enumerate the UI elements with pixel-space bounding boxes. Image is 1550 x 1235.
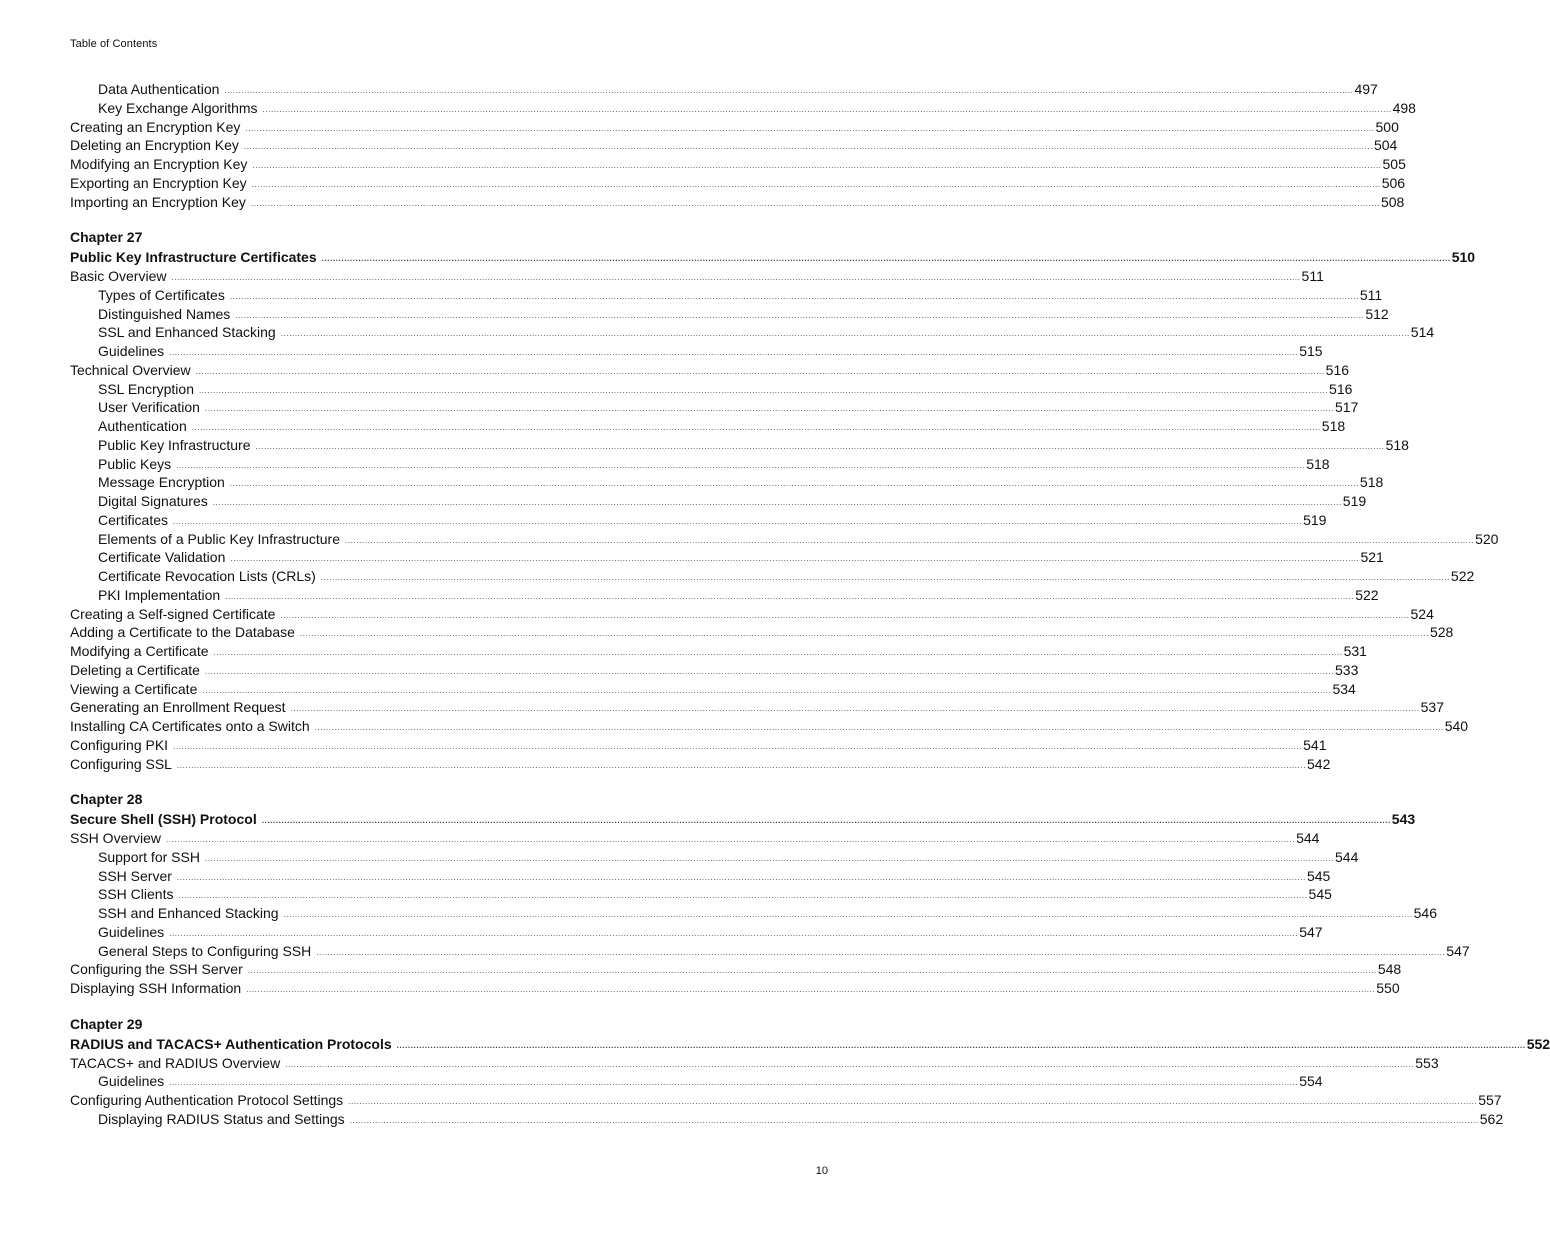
toc-page-number: 554 [1299,1073,1323,1090]
toc-entry-link[interactable] [70,623,1454,642]
toc-page-number: 508 [1380,193,1405,210]
toc-chapter-title-link[interactable] [70,248,1476,267]
toc-chapter-title-link[interactable] [70,810,1416,829]
dot-leader: ................................................................................................................................................................................................................................................................................................................................................................................................................ [229,291,1359,301]
toc-entry-link[interactable] [70,923,1323,942]
dot-leader: ................................................................................................................................................................................................................................................................................................................................................................................................................ [349,1115,1479,1125]
toc-entry-title: Authentication [98,418,187,434]
toc-entry-link[interactable] [70,661,1359,680]
toc-page-number: 528 [1429,624,1454,641]
toc-entry-link[interactable] [70,473,1384,492]
toc-entry-link[interactable] [70,511,1327,530]
toc-page-number: 553 [1415,1054,1439,1071]
dot-leader: ................................................................................................................................................................................................................................................................................................................................................................................................................ [321,254,1451,264]
dot-leader: ................................................................................................................................................................................................................................................................................................................................................................................................................ [166,835,1296,844]
toc-entry-title: Viewing a Certificate [70,680,198,697]
toc-entry-title: Configuring PKI [70,736,169,753]
toc-entry-title: Configuring SSL [70,755,172,772]
chapter-spacer [70,773,828,788]
chapter-label: Chapter 27 [70,229,143,246]
toc-entry-link[interactable] [70,342,1323,361]
dot-leader: ................................................................................................................................................................................................................................................................................................................................................................................................................ [283,910,1413,919]
toc-entry-link[interactable] [70,717,1469,736]
dot-leader: ................................................................................................................................................................................................................................................................................................................................................................................................................ [202,685,1332,695]
toc-entry-link[interactable] [70,99,1416,118]
toc-entry-link[interactable] [70,1054,1439,1073]
page-number: 10 [815,1165,828,1177]
toc-entry-title: Data Authentication [98,81,220,97]
toc-page-number: 562 [1479,1110,1504,1127]
dot-leader: ................................................................................................................................................................................................................................................................................................................................................................................................................ [316,947,1446,957]
toc-page-number: 540 [1444,718,1469,734]
toc-page-number: 520 [1475,530,1499,547]
toc-page-number: 550 [1376,980,1400,996]
toc-entry-title: Displaying SSH Information [70,980,242,996]
toc-page-number: 546 [1413,905,1437,921]
dot-leader: ................................................................................................................................................................................................................................................................................................................................................................................................................ [230,554,1360,564]
dot-leader: ................................................................................................................................................................................................................................................................................................................................................................................................................ [169,928,1299,938]
toc-page-number: 497 [1354,81,1378,97]
dot-leader: ................................................................................................................................................................................................................................................................................................................................................................................................................ [285,1059,1415,1069]
dot-leader: ................................................................................................................................................................................................................................................................................................................................................................................................................ [261,816,1391,826]
toc-entry-link[interactable] [70,904,1437,923]
toc-page-number: 545 [1306,867,1331,884]
dot-leader: ................................................................................................................................................................................................................................................................................................................................................................................................................ [204,853,1334,863]
toc-entry-title: Certificates [98,511,169,528]
toc-entry-title: Exporting an Encryption Key [70,174,247,191]
dot-leader: ................................................................................................................................................................................................................................................................................................................................................................................................................ [224,86,1354,95]
toc-page-number: 514 [1410,324,1435,341]
chapter-spacer [70,998,828,1013]
toc-page-number: 518 [1306,455,1330,472]
dot-leader: ................................................................................................................................................................................................................................................................................................................................................................................................................ [173,741,1303,751]
chapter-label: Chapter 29 [70,1015,143,1032]
toc-entry-link[interactable] [70,867,1331,886]
dot-leader: ................................................................................................................................................................................................................................................................................................................................................................................................................ [299,629,1429,639]
dot-leader: ................................................................................................................................................................................................................................................................................................................................................................................................................ [246,985,1376,994]
toc-entry-title: Technical Overview [70,361,191,378]
dot-leader: ................................................................................................................................................................................................................................................................................................................................................................................................................ [396,1040,1526,1050]
toc-page-number: 531 [1343,643,1367,659]
dot-leader: ................................................................................................................................................................................................................................................................................................................................................................................................................ [290,704,1420,714]
toc-page-number: 498 [1392,99,1416,116]
toc-entry-title: General Steps to Configuring SSH [98,942,312,959]
toc-entry-title: Digital Signatures [98,493,208,509]
toc-entry-title: Modifying an Encryption Key [70,156,248,172]
toc-entry-link[interactable] [70,736,1327,755]
toc-entry-link[interactable] [70,885,1332,904]
toc-entry-link[interactable] [70,680,1356,699]
toc-page-number: 506 [1381,174,1406,191]
toc-page-number: 510 [1451,249,1476,266]
toc-chapter-title-link[interactable] [70,1035,1550,1054]
toc-page-number: 504 [1373,137,1398,154]
toc-entry-title: Public Key Infrastructure [98,436,251,453]
toc-entry-title: Basic Overview [70,268,167,284]
toc-entry-title: Displaying RADIUS Status and Settings [98,1110,345,1127]
toc-page-number: 515 [1299,343,1323,359]
dot-leader: ................................................................................................................................................................................................................................................................................................................................................................................................................ [169,1078,1299,1088]
toc-entry-title: Distinguished Names [98,305,231,322]
toc-page-number: 544 [1335,848,1359,865]
toc-page-number: 516 [1329,380,1353,397]
toc-entry-link[interactable] [70,530,1499,549]
toc-entry-link[interactable] [70,305,1389,324]
toc-entry-link[interactable] [70,960,1402,979]
toc-entry-link[interactable] [70,455,1330,474]
toc-entry-link[interactable] [70,979,1400,998]
table-of-contents [70,80,1550,1129]
toc-entry-link[interactable] [70,174,1406,193]
toc-page-number: 534 [1332,680,1356,697]
toc-entry-link[interactable] [70,1110,1504,1129]
toc-page-number: 519 [1303,511,1327,528]
toc-page-number: 516 [1325,361,1350,378]
toc-entry-link[interactable] [70,1091,1502,1110]
toc-entry-title: SSH Overview [70,830,162,846]
toc-page-number: 517 [1335,399,1359,416]
toc-entry-link[interactable] [70,829,1320,848]
toc-page-number: 505 [1382,156,1406,172]
dot-leader: ................................................................................................................................................................................................................................................................................................................................................................................................................ [176,460,1306,470]
toc-page-number: 533 [1335,661,1359,678]
chapter-spacer [70,211,828,226]
dot-leader: ................................................................................................................................................................................................................................................................................................................................................................................................................ [252,161,1382,170]
toc-page-number: 512 [1365,305,1389,322]
toc-entry-link[interactable] [70,398,1359,417]
dot-leader: ................................................................................................................................................................................................................................................................................................................................................................................................................ [173,516,1303,526]
dot-leader: ................................................................................................................................................................................................................................................................................................................................................................................................................ [195,366,1325,376]
toc-entry-title: Certificate Revocation Lists (CRLs) [98,568,316,584]
dot-leader: ................................................................................................................................................................................................................................................................................................................................................................................................................ [250,198,1380,208]
toc-entry-title: PKI Implementation [98,586,221,603]
toc-entry-title: Support for SSH [98,848,200,865]
toc-entry-title: Certificate Validation [98,549,226,566]
toc-entry-title: SSL and Enhanced Stacking [98,324,276,341]
toc-page-number: 511 [1359,286,1383,303]
toc-entry-link[interactable] [70,436,1409,455]
dot-leader: ................................................................................................................................................................................................................................................................................................................................................................................................................ [247,966,1377,976]
toc-entry-title: Public Keys [98,455,172,472]
toc-entry-title: Message Encryption [98,474,225,491]
toc-page-number: 543 [1391,811,1416,828]
running-header: Table of Contents [70,38,158,50]
toc-entry-title: Guidelines [98,923,165,940]
toc-page-number: 548 [1377,961,1402,978]
toc-entry-link[interactable] [70,80,1378,99]
toc-page-number: 524 [1410,605,1434,622]
toc-page-number: 545 [1308,886,1332,903]
dot-leader: ................................................................................................................................................................................................................................................................................................................................................................................................................ [320,573,1450,582]
dot-leader: ................................................................................................................................................................................................................................................................................................................................................................................................................ [345,535,1475,545]
toc-entry-title: Deleting an Encryption Key [70,137,239,154]
toc-entry-link[interactable] [70,267,1324,286]
toc-entry-title: Guidelines [98,1073,165,1090]
toc-page-number: 522 [1355,586,1379,603]
toc-page-number: 544 [1296,830,1320,846]
toc-entry-title: Creating an Encryption Key [70,118,241,135]
dot-leader: ................................................................................................................................................................................................................................................................................................................................................................................................................ [255,441,1385,451]
toc-page-number: 547 [1299,923,1323,940]
toc-entry-title: TACACS+ and RADIUS Overview [70,1054,281,1071]
toc-page-number: 541 [1303,736,1327,753]
dot-leader: ................................................................................................................................................................................................................................................................................................................................................................................................................ [191,423,1321,432]
toc-entry-link[interactable] [70,361,1350,380]
toc-entry-link[interactable] [70,193,1405,212]
toc-entry-link[interactable] [70,492,1367,511]
dot-leader: ................................................................................................................................................................................................................................................................................................................................................................................................................ [235,310,1365,320]
toc-entry-title: SSH Clients [98,886,174,903]
toc-entry-title: Deleting a Certificate [70,661,200,678]
toc-page-number: 542 [1307,755,1331,772]
dot-leader: ................................................................................................................................................................................................................................................................................................................................................................................................................ [198,385,1329,395]
toc-entry-link[interactable] [70,848,1359,867]
toc-page-number: 547 [1446,942,1470,959]
toc-entry-link[interactable] [70,323,1435,342]
toc-page-number: 552 [1526,1035,1550,1052]
toc-entry-link[interactable] [70,755,1331,774]
toc-entry-title: Key Exchange Algorithms [98,99,258,116]
toc-entry-title: Public Key Infrastructure Certificates [70,249,317,266]
toc-page-number: 511 [1301,268,1324,284]
toc-entry-link[interactable] [70,380,1353,399]
toc-entry-title: Types of Certificates [98,286,225,303]
toc-entry-link[interactable] [70,548,1384,567]
dot-leader: ................................................................................................................................................................................................................................................................................................................................................................................................................ [176,872,1306,882]
toc-entry-title: Creating a Self-signed Certificate [70,605,276,622]
toc-entry-title: Configuring the SSH Server [70,961,243,978]
toc-page-number: 522 [1450,568,1475,584]
dot-leader: ................................................................................................................................................................................................................................................................................................................................................................................................................ [229,479,1359,489]
toc-entry-title: Secure Shell (SSH) Protocol [70,811,257,828]
toc-page-number: 521 [1360,549,1384,566]
toc-entry-title: SSL Encryption [98,380,194,397]
toc-page-number: 518 [1359,474,1384,491]
dot-leader: ................................................................................................................................................................................................................................................................................................................................................................................................................ [178,891,1308,901]
toc-entry-link[interactable] [70,136,1398,155]
toc-page-number: 518 [1321,418,1346,434]
dot-leader: ................................................................................................................................................................................................................................................................................................................................................................................................................ [212,498,1342,507]
toc-entry-link[interactable] [70,286,1383,305]
toc-entry-title: SSH and Enhanced Stacking [98,905,279,921]
toc-entry-title: RADIUS and TACACS+ Authentication Protocols [70,1035,392,1052]
toc-page-number: 557 [1478,1092,1502,1108]
toc-entry-title: Installing CA Certificates onto a Switch [70,718,310,734]
toc-entry-link[interactable] [70,942,1470,961]
dot-leader: ................................................................................................................................................................................................................................................................................................................................................................................................................ [314,723,1444,732]
toc-entry-link[interactable] [70,417,1346,436]
toc-entry-link[interactable] [70,605,1434,624]
dot-leader: ................................................................................................................................................................................................................................................................................................................................................................................................................ [243,142,1373,152]
dot-leader: ................................................................................................................................................................................................................................................................................................................................................................................................................ [251,179,1381,189]
dot-leader: ................................................................................................................................................................................................................................................................................................................................................................................................................ [213,648,1343,657]
toc-entry-title: User Verification [98,399,200,416]
toc-entry-title: Importing an Encryption Key [70,193,246,210]
toc-entry-title: SSH Server [98,867,172,884]
dot-leader: ................................................................................................................................................................................................................................................................................................................................................................................................................ [280,610,1410,620]
toc-entry-title: Adding a Certificate to the Database [70,624,295,641]
chapter-label: Chapter 28 [70,791,143,808]
dot-leader: ................................................................................................................................................................................................................................................................................................................................................................................................................ [262,104,1392,114]
toc-page-number: 519 [1342,493,1367,509]
dot-leader: ................................................................................................................................................................................................................................................................................................................................................................................................................ [245,123,1375,133]
dot-leader: ................................................................................................................................................................................................................................................................................................................................................................................................................ [169,348,1299,357]
toc-entry-link[interactable] [70,567,1475,586]
toc-entry-link[interactable] [70,118,1399,137]
toc-entry-title: Modifying a Certificate [70,643,209,659]
dot-leader: ................................................................................................................................................................................................................................................................................................................................................................................................................ [204,404,1334,414]
dot-leader: ................................................................................................................................................................................................................................................................................................................................................................................................................ [280,329,1410,339]
toc-entry-link[interactable] [70,698,1444,717]
toc-entry-link[interactable] [70,155,1406,174]
toc-entry-title: Elements of a Public Key Infrastructure [98,530,340,547]
dot-leader: ................................................................................................................................................................................................................................................................................................................................................................................................................ [204,666,1335,676]
dot-leader: ................................................................................................................................................................................................................................................................................................................................................................................................................ [225,591,1355,601]
dot-leader: ................................................................................................................................................................................................................................................................................................................................................................................................................ [348,1097,1478,1106]
toc-page-number: 500 [1375,118,1399,135]
toc-entry-title: Guidelines [98,343,165,359]
toc-page-number: 518 [1385,436,1409,453]
dot-leader: ................................................................................................................................................................................................................................................................................................................................................................................................................ [171,273,1301,282]
toc-page-number: 537 [1420,699,1444,716]
toc-entry-link[interactable] [70,642,1367,661]
dot-leader: ................................................................................................................................................................................................................................................................................................................................................................................................................ [176,760,1307,770]
toc-entry-title: Configuring Authentication Protocol Settings [70,1092,344,1108]
toc-entry-link[interactable] [70,586,1379,605]
toc-entry-link[interactable] [70,1072,1323,1091]
toc-entry-title: Generating an Enrollment Request [70,699,286,716]
